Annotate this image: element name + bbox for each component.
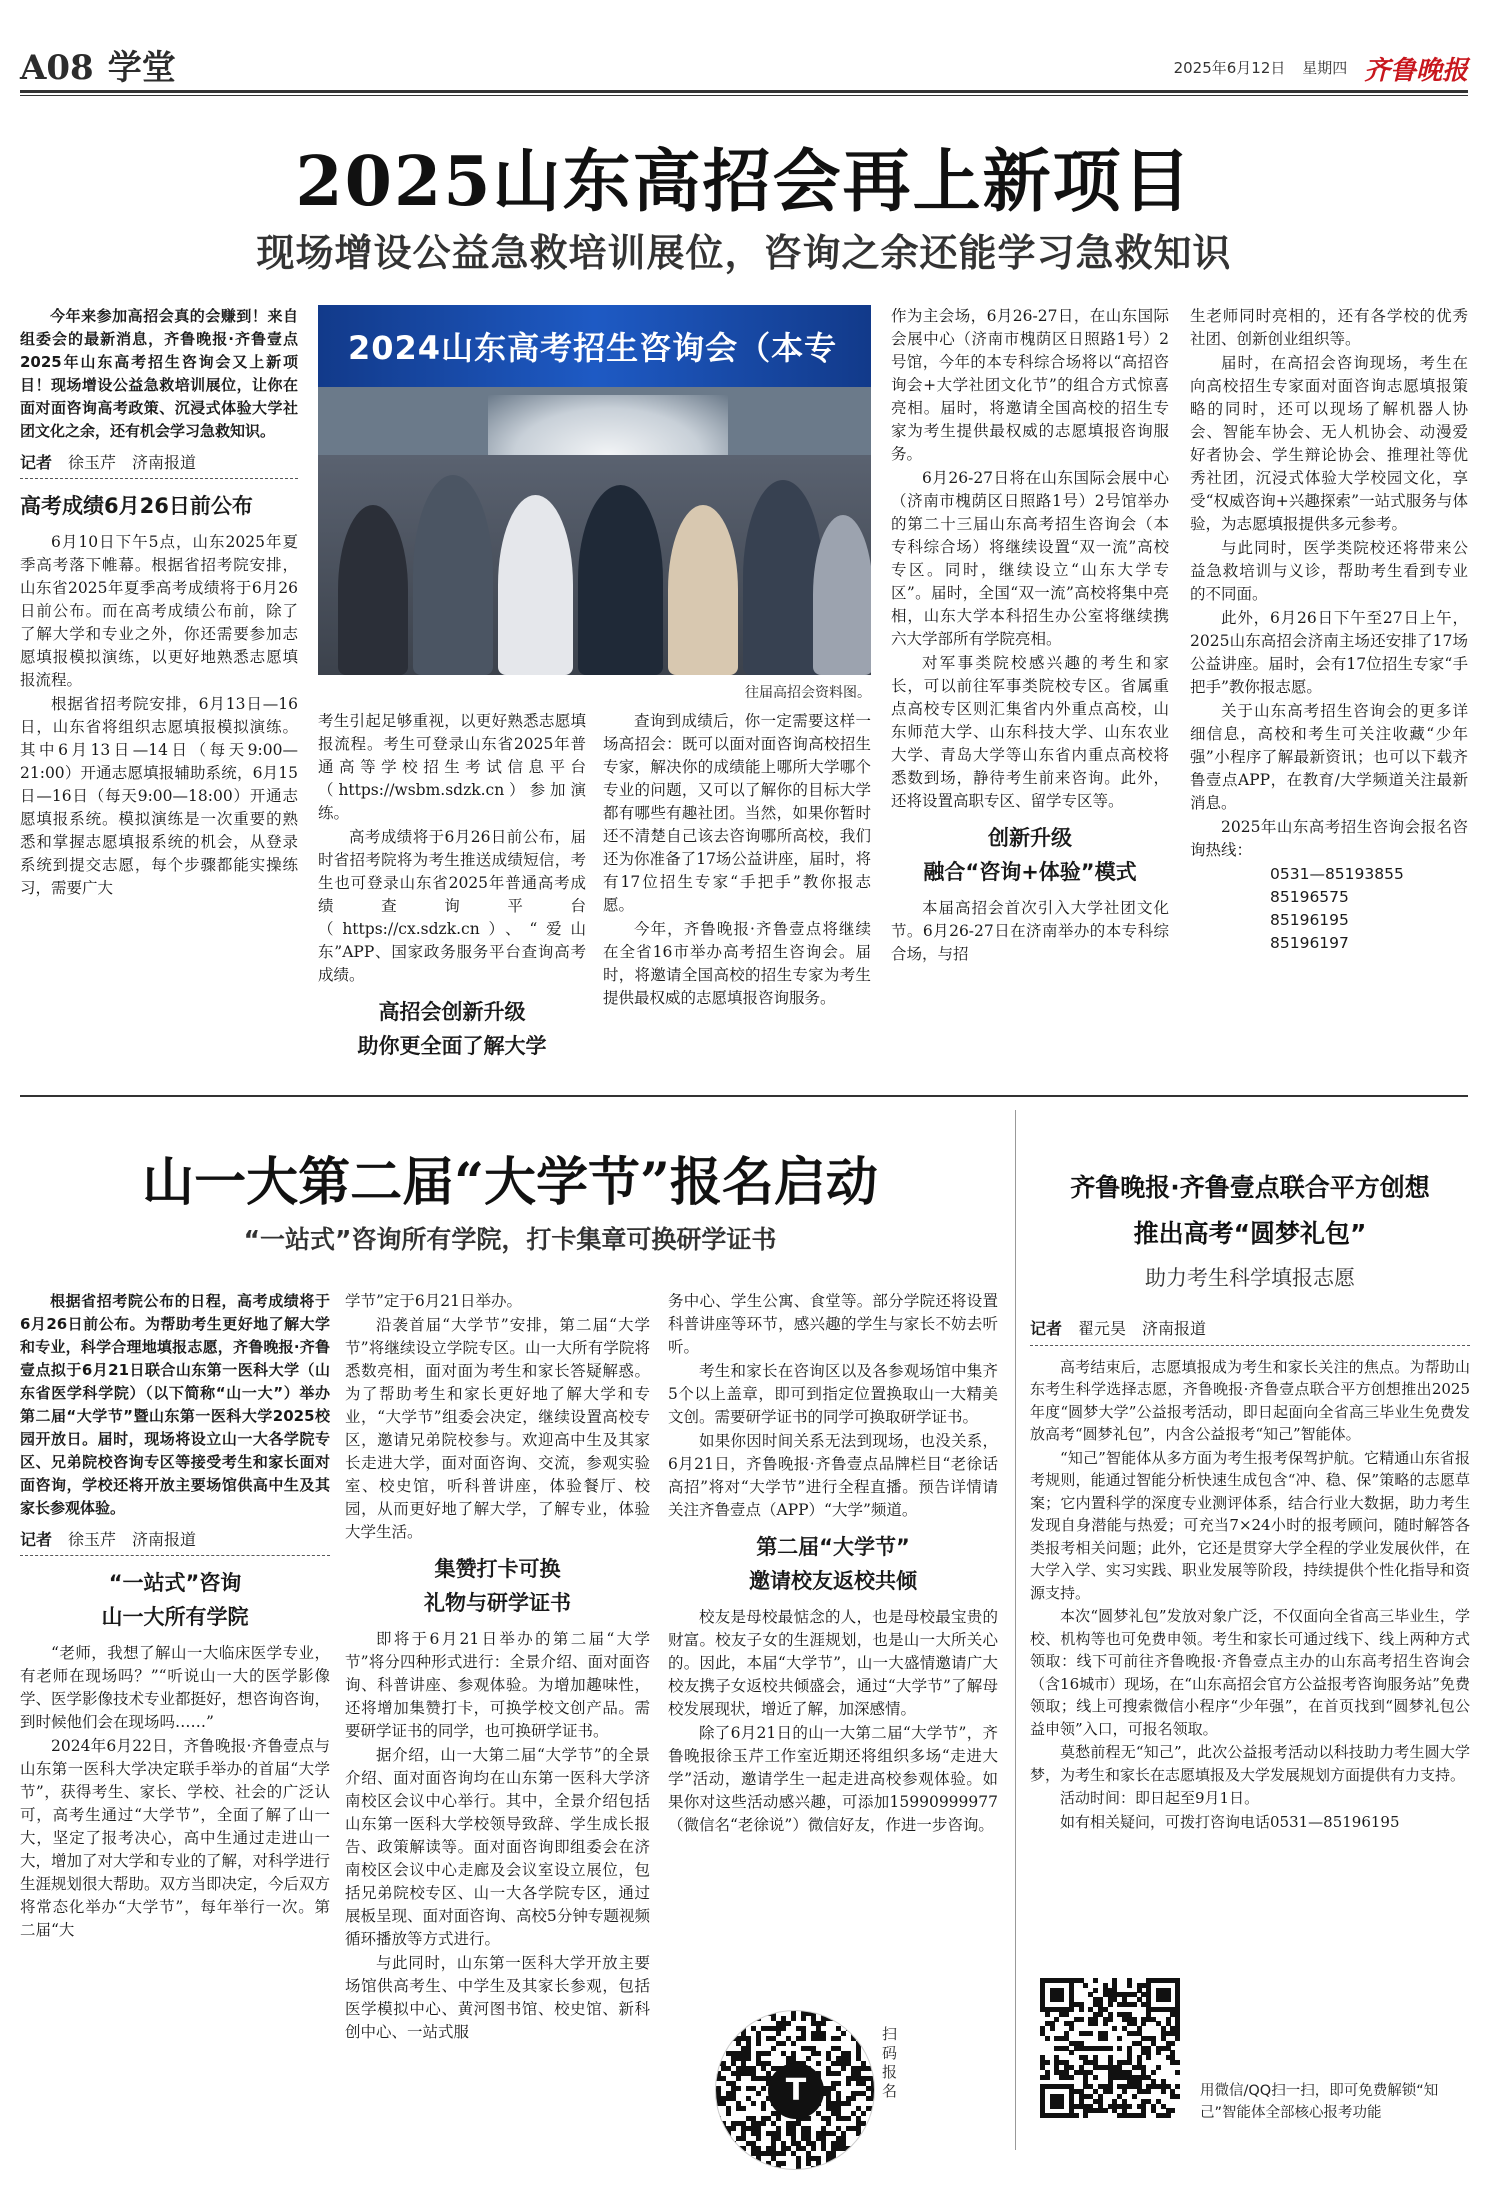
qr-module [1054,2017,1059,2022]
qr-module [1156,2065,1161,2070]
qr-module [1146,2055,1151,2060]
qr-module [1108,2017,1113,2022]
page-number: A08 [20,48,94,88]
story1-column-1 [20,305,298,1085]
qr-module [761,2086,766,2091]
hotline-number: 85196197 [1270,934,1349,952]
qr-module [816,2061,821,2066]
qr-module [1141,2021,1146,2026]
qr-module [1045,2036,1050,2041]
qr-module [781,2026,786,2031]
story3-paragraph: 莫愁前程无“知己”，此次公益报考活动以科技助力考生圆大学梦，为考生和家长在志愿填报及大学发展规划方面提供有力支持。 [1030,1743,1470,1784]
qr-module [1074,2113,1079,2118]
qr-module [841,2066,846,2071]
story1-column-2 [318,710,586,1090]
qr-module [736,2086,741,2091]
story2-paragraph: 沿袭首届“大学节”安排，第二届“大学节”将继续设立学院专区。山一大所有学院将悉数亮相，面对面为考生和家长答疑解惑。为了帮助考生和家长更好地了解大学和专业，“大学节”组委会决定，继续设置高校专区，邀请兄弟院校参与。欢迎高中生及其家长走进大学，面对面咨询、交流，参观实验室、校史馆，听科普讲座，体验餐厅、校园，从而更好地了解大学，了解专业，体验大学生活。 [345,1316,650,1541]
qr-module [871,2166,875,2170]
qr-module [871,2126,875,2131]
qr-module [1108,2046,1113,2051]
story2-paragraph: 如果你因时间关系无法到现场，也没关系，6月21日，齐鲁晚报·齐鲁壹点品牌栏目“老徐话高招”将对“大学节”进行全程直播。预告详情请关注齐鲁壹点（APP）“大学”频道。 [668,1432,998,1519]
qr-module [871,2106,875,2111]
qr-module [1103,2108,1108,2113]
qr-module [841,2166,846,2170]
qr-module [801,2016,806,2021]
signup-qr-code[interactable] [715,2010,875,2170]
qr-module [746,2011,751,2016]
qr-module [1151,2070,1156,2075]
photo-person [813,515,871,675]
qr-module [1059,2104,1064,2109]
qr-module [1083,1983,1088,1988]
qr-module [716,2151,721,2156]
qr-module [736,2076,741,2081]
qr-module [816,2161,821,2166]
qr-module [776,2166,781,2170]
qr-module [1170,2041,1175,2046]
photo-person [578,485,663,675]
qr-module [741,2146,746,2151]
story1-paragraph: 根据省招考院安排，6月13日—16日，山东省将组织志愿填报模拟演练。其中6月13日—14日（每天9:00—21:00）开通志愿填报辅助系统，6月15日—16日（每天9:00—18:00）开通志愿填报系统。模拟演练是一次重要的熟悉和掌握志愿填报系统的机会，从登录系统到提交志愿，每个步骤都能实操练习，需要广大 [20,695,298,897]
qr-module [816,2051,821,2056]
qr-module [1166,2113,1171,2118]
qr-module [751,2101,756,2106]
qr-module [1045,2012,1050,2017]
qr-module [1117,2046,1122,2051]
qr-module [761,2106,766,2111]
photo-person [498,495,573,675]
story3-body [1030,1310,1470,1960]
qr-module [776,2031,781,2036]
qr-module [1064,2012,1069,2017]
photo-person [413,475,493,675]
story1-photo [318,305,871,675]
story2-column-2 [345,1290,650,2170]
story1-paragraph: 查询到成绩后，你一定需要这样一场高招会：既可以面对面咨询高校招生专家，解决你的成绩能上哪所大学哪个专业的问题，又可以了解你的目标大学都有哪些有趣社团。当然，如果你暂时还不清楚自己该去咨询哪所高校，我们还为你准备了17场公益讲座，届时，将有17位招生专家“手把手”教你报志愿。 [603,712,871,914]
qr-module [1175,2036,1180,2041]
photo-banner-text: 2024山东高考招生咨询会（本专 [348,329,838,367]
qr-module [1175,2084,1180,2089]
qr-module [1069,2075,1074,2080]
qr-module [811,2146,816,2151]
qr-module [806,2056,811,2061]
qr-module [756,2041,761,2046]
section-divider [20,1095,1468,1097]
qr-module [1132,2094,1137,2099]
qr-module [741,2106,746,2111]
qr-module [1045,2060,1050,2065]
story1-paragraph: 生老师同时亮相的，还有各学校的优秀社团、创新创业组织等。 [1190,307,1468,348]
qr-module [846,2116,851,2121]
qr-module [1127,1983,1132,1988]
story2-subhead-stamps: 集赞打卡可换 礼物与研学证书 [424,1557,571,1615]
qr-module [746,2056,751,2061]
qr-instruction-text: 用微信/QQ扫一扫，即可免费解锁“知己”智能体全部核心报考功能 [1200,2083,1439,2121]
qr-module [771,2046,776,2051]
qr-module [761,2121,766,2126]
story1-column-5 [1190,305,1468,1090]
qr-module [756,2136,761,2141]
qr-module [861,2111,866,2116]
story1-paragraph: 6月10日下午5点，山东2025年夏季高考落下帷幕。根据省招考院安排，山东省2025年夏季高考成绩将于6月26日前公布。而在高考成绩公布前，除了了解大学和专业之外，你还需要参加志愿填报模拟演练，以更好地熟悉志愿填报流程。 [20,533,298,689]
story1-lede: 今年来参加高招会真的会赚到！来自组委会的最新消息，齐鲁晚报·齐鲁壹点2025年山东高考招生咨询会又上新项目！现场增设公益急救培训展位，让你在面对面咨询高考政策、沉浸式体验大学社团文化之余，还有机会学习急救知识。 [20,307,298,440]
story1-paragraph: 高考成绩将于6月26日前公布，届时省招考院将为考生推送成绩短信，考生也可登录山东省2025年普通高考成绩查询平台（https://cx.sdzk.cn）、“爱山东”APP、国家政务服务平台查询高考成绩。 [318,828,586,984]
photo-caption: 往届高招会资料图。 [745,685,871,701]
story3-headline: 齐鲁晚报·齐鲁壹点联合平方创想 推出高考“圆梦礼包” [1070,1173,1430,1248]
qr-module [756,2016,761,2021]
qr-module [871,2026,875,2031]
qr-module [1122,2089,1127,2094]
qr-module [851,2096,856,2101]
story2-paragraph: “老师，我想了解山一大临床医学专业，有老师在现场吗？”“听说山一大的医学影像学、医学影像技术专业都挺好，想咨询咨询，到时候他们会在现场吗……” [20,1644,330,1731]
qr-module [841,2031,846,2036]
story1-paragraph: 此外，6月26日下午至27日上午，2025山东高招会济南主场还安排了17场公益讲座。届时，会有17位招生专家“手把手”教你报志愿。 [1190,609,1468,696]
story1-subhead-upgrade: 高招会创新升级 助你更全面了解大学 [357,1000,547,1058]
qr-module [796,2166,801,2170]
qr-module [821,2021,826,2026]
story3-paragraph: 本次“圆梦礼包”发放对象广泛，不仅面向全省高三毕业生，学校、机构等也可免费申领。考生和家长可通过线下、线上两种方式领取：线下可前往齐鲁晚报·齐鲁壹点主办的山东高考招生咨询会（含16城市）现场，在“山东高招会官方公益报考咨询服务站”免费领取；线上可搜索微信小程序“少年强”，在首页找到“圆梦礼包公益申领”入口，可报名领取。 [1030,1607,1470,1738]
issue-date: 2025年6月12日 [1173,59,1286,77]
signup-qr-logo-icon: T [768,2063,824,2119]
story1-paragraph: 作为主会场，6月26-27日，在山东国际会展中心（济南市槐荫区日照路1号）2号馆，今年的本专科综合场将以“高招咨询会+大学社团文化节”的组合方式惊喜亮相。届时，将邀请全国高校的招生专家为考生提供最权威的志愿填报咨询服务。 [891,307,1169,463]
qr-module [1170,2108,1175,2113]
qr-module [871,2096,875,2101]
qr-module [726,2111,731,2116]
story2-paragraph: 即将于6月21日举办的第二届“大学节”将分四种形式进行：全景介绍、面对面咨询、科普讲座、参观体验。为增加趣味性，还将增加集赞打卡，可换学校文创产品。需要研学证书的同学，也可换研学证书。 [345,1630,650,1740]
qr-module [801,2036,806,2041]
story2-subhead-alumni: 第二届“大学节” 邀请校友返校共倾 [749,1535,917,1593]
story1-subheadline: 现场增设公益急救培训展位，咨询之余还能学习急救知识 [256,231,1232,275]
qr-module [776,2116,781,2121]
hotline-number: 0531—85193855 [1270,865,1404,883]
qr-module [1166,1997,1171,2002]
qr-module [791,2041,796,2046]
masthead-rule-thin [20,95,1468,96]
story2-paragraph: 学节”定于6月21日举办。 [345,1292,523,1310]
story2-lede: 根据省招考院公布的日程，高考成绩将于6月26日前公布。为帮助考生更好地了解大学和专业，科学合理地填报志愿，齐鲁晚报·齐鲁壹点拟于6月21日联合山东第一医科大学（山东省医学科学院）（以下简称“山一大”）举办第二届“大学节”暨山东第一医科大学2025校园开放日。届时，现场将设立山一大各学院专区、兄弟院校咨询专区等接受考生和家长面对面咨询，学校还将开放主要场馆供高中生及其家长参观体验。 [20,1292,330,1517]
gift-pack-qr-code[interactable] [1040,1978,1180,2118]
qr-module [1132,2002,1137,2007]
qr-module [861,2031,866,2036]
qr-module [716,2166,721,2170]
qr-module [1050,2026,1055,2031]
qr-module [1079,2007,1084,2012]
qr-module [1175,2060,1180,2065]
story1-paragraph: 6月26-27日将在山东国际会展中心（济南市槐荫区日照路1号）2号馆举办的第二十三届山东高考招生咨询会（本专科综合场）将继续设置“双一流”高校专区。同时，继续设立“山东大学专区”。届时，全国“双一流”高校将集中亮相，山东大学本科招生办公室将继续携六大学部所有学院亮相。 [891,469,1169,648]
qr-module [741,2166,746,2170]
qr-module [1103,2036,1108,2041]
qr-module [781,2041,786,2046]
issue-weekday: 星期四 [1302,59,1348,77]
qr-module [836,2071,841,2076]
qr-module [1117,2036,1122,2041]
story2-byline: 记者 徐玉芹 济南报道 [20,1528,330,1556]
qr-module [821,2036,826,2041]
qr-module [1088,2031,1093,2036]
column-divider [1015,1110,1016,2150]
qr-module [826,2161,831,2166]
story1-column-4 [891,305,1169,1090]
story2-subheadline: “一站式”咨询所有学院，打卡集章可换研学证书 [243,1225,777,1254]
qr-module [786,2021,791,2026]
activity-time: 活动时间：即日起至9月1日。 [1060,1789,1260,1807]
qr-module [1103,2021,1108,2026]
story1-headline: 2025山东高招会再上新项目 [295,142,1193,222]
story1-paragraph: 考生引起足够重视，以更好熟悉志愿填报流程。考生可登录山东省2025年普通高等学校招生考试信息平台（https://wsbm.sdzk.cn）参加演练。 [318,712,586,822]
story2-paragraph: 2024年6月22日，齐鲁晚报·齐鲁壹点与山东第一医科大学决定联手举办的首届“大学节”，获得考生、家长、学校、社会的广泛认可，高考生通过“大学节”，全面了解了山一大，坚定了报考决心，高中生通过走进山一大，增加了对大学和专业的了解，对科学进行生涯规划很大帮助。双方当即决定，今后双方将常态化举办“大学节”，每年举行一次。第二届“大 [20,1737,330,1939]
qr-module [836,2081,841,2086]
contact-phone: 如有相关疑问，可拨打咨询电话0531—85196195 [1060,1812,1400,1831]
qr-module [826,2121,831,2126]
qr-module [1093,1988,1098,1993]
qr-module [791,2016,796,2021]
story3-paragraph: “知己”智能体从多方面为考生报考保驾护航。它精通山东省报考规则，能通过智能分析快速生成包含“冲、稳、保”策略的志愿草案；它内置科学的深度专业测评体系，结合行业大数据，助力考生发现自身潜能与热爱；可充当7×24小时的报考顾问，随时解答各类报考相关问题；此外，它还是贯穿大学全程的学业发展伙伴，在大学入学、实习实践、职业发展等阶段，持续提供个性化指导和资源支持。 [1030,1448,1470,1602]
qr-module [766,2051,771,2056]
story2-paragraph: 考生和家长在咨询区以及各参观场馆中集齐5个以上盖章，即可到指定位置换取山一大精美文创。需要研学证书的同学可换取研学证书。 [668,1362,998,1426]
story1-paragraph: 对军事类院校感兴趣的考生和家长，可以前往军事类院校专区。省属重点高校专区则汇集省内外重点高校，山东师范大学、山东科技大学、山东农业大学、青岛大学等山东省内重点高校将悉数到场，静待考生前来咨询。此外，还将设置高职专区、留学专区等。 [891,654,1169,810]
story2-subhead-consult: “一站式”咨询 山一大所有学院 [101,1571,249,1629]
hotline-numbers [1190,863,1468,955]
qr-module [871,2066,875,2071]
qr-module [1079,2017,1084,2022]
qr-module [1093,1978,1098,1983]
qr-module [1069,2007,1074,2012]
qr-module [861,2121,866,2126]
qr-module [781,2151,786,2156]
story2-column-3 [668,1290,998,2010]
story1-subhead-innovation: 创新升级 融合“咨询+体验”模式 [923,826,1137,884]
qr-module [731,2126,736,2131]
qr-module [856,2166,861,2170]
qr-module [1059,1997,1064,2002]
story2-paragraph: 除了6月21日的山一大第二届“大学节”，齐鲁晚报徐玉芹工作室近期还将组织多场“走进大学”活动，邀请学生一起走进高校参观体验。如果你对这些活动感兴趣，可添加15990999977（微信名“老徐说”）微信好友，作进一步咨询。 [668,1724,998,1834]
qr-module [846,2101,851,2106]
qr-module [721,2041,726,2046]
qr-module [871,2116,875,2121]
story1-byline: 记者 徐玉芹 济南报道 [20,451,298,479]
qr-module [1175,2070,1180,2075]
story2-column-1 [20,1290,330,2170]
story2-paragraph: 据介绍，山一大第二届“大学节”的全景介绍、面对面咨询均在山东第一医科大学济南校区会议中心举行。其中，全景介绍包括山东第一医科大学校领导致辞、学生成长报告、政策解读等。面对面咨询即组委会在济南校区会议中心走廊及会议室设立展位，包括兄弟院校专区、山一大各学院专区，通过展板呈现、面对面咨询、高校5分钟专题视频循环播放等方式进行。 [345,1746,650,1948]
qr-module [871,2056,875,2061]
masthead-info [1162,50,1468,87]
story2-paragraph: 与此同时，山东第一医科大学开放主要场馆供高考生、中学生及其家长参观，包括医学模拟中心、黄河图书馆、校史馆、新科创中心、一站式服 [345,1954,650,2041]
story1-paragraph: 届时，在高招会咨询现场，考生在向高校招生专家面对面咨询志愿填报策略的同时，还可以现场了解机器人协会、智能车协会、无人机协会、动漫爱好者协会、学生辩论协会、推理社等优秀社团，沉浸式体验大学校园文化，享受“权威咨询+兴趣探索”一站式服务与体验，为志愿填报提供多元参考。 [1190,354,1468,533]
photo-person [668,505,738,675]
qr-module [1069,2026,1074,2031]
story1-paragraph: 2025年山东高考招生咨询会报名咨询热线： [1190,818,1468,859]
story3-subheadline: 助力考生科学填报志愿 [1145,1266,1355,1290]
qr-module [1108,2002,1113,2007]
qr-module [751,2166,756,2170]
qr-module [756,2091,761,2096]
qr-module [1161,2089,1166,2094]
qr-module [1146,2089,1151,2094]
qr-module [1083,2113,1088,2118]
story2-paragraph: 校友是母校最惦念的人，也是母校最宝贵的财富。校友子女的生涯规划，也是山一大所关心的。因此，本届“大学节”，山一大盛情邀请广大校友携子女返校共倾盛会，通过“大学节”了解母校发展现状，增近了解，加深感情。 [668,1608,998,1718]
qr-module [811,2166,816,2170]
newspaper-brand-logo: 齐鲁晚报 [1363,56,1468,86]
story1-paragraph: 今年，齐鲁晚报·齐鲁壹点将继续在全省16市举办高考招生咨询会。届时，将邀请全国高校的招生专家为考生提供最权威的志愿填报咨询服务。 [603,920,871,1007]
masthead-rule [20,90,1468,93]
qr-module [756,2161,761,2166]
story2-paragraph: 务中心、学生公寓、食堂等。部分学院还将设置科普讲座等环节，感兴趣的学生与家长不妨去听听。 [668,1292,998,1356]
story1-paragraph: 本届高招会首次引入大学社团文化节。6月26-27日在济南举办的本专科综合场，与招 [891,899,1169,963]
scan-to-register-label: 扫码报名 [882,2025,898,2100]
story3-paragraph: 高考结束后，志愿填报成为考生和家长关注的焦点。为帮助山东考生科学选择志愿，齐鲁晚报·齐鲁壹点联合平方创想推出2025年度“圆梦大学”公益报考活动，即日起面向全省高三毕业生免费发放高考“圆梦礼包”，内含公益报考“知己”智能体。 [1030,1357,1470,1443]
qr-module [836,2036,841,2041]
story3-byline: 记者 翟元昊 济南报道 [1030,1318,1470,1346]
photo-person [743,480,823,675]
qr-module [1141,2113,1146,2118]
story1-paragraph: 关于山东高考招生咨询会的更多详细信息，高校和考生可关注收藏“少年强”小程序了解最新资讯；也可以下载齐鲁壹点APP，在教育/大学频道关注最新消息。 [1190,702,1468,812]
story1-subhead-scores: 高考成绩6月26日前公布 [20,494,253,518]
qr-module [831,2016,836,2021]
qr-module [1093,2075,1098,2080]
photo-person [338,505,408,675]
qr-module [1093,2021,1098,2026]
story2-headline: 山一大第二届“大学节”报名启动 [142,1152,878,1213]
qr-module [781,2161,786,2166]
hotline-number: 85196575 [1270,888,1349,906]
qr-module [1175,2094,1180,2099]
qr-module [1069,2050,1074,2055]
story1-paragraph: 与此同时，医学类院校还将带来公益急救培训与义诊，帮助考生看到专业的不同面。 [1190,539,1468,603]
section-name: 学堂 [107,48,176,88]
qr-module [1156,2050,1161,2055]
story1-column-3 [603,710,871,1090]
page-section-label [20,40,176,89]
qr-module [1108,2089,1113,2094]
qr-module [846,2081,851,2086]
qr-module [1112,2026,1117,2031]
qr-module [1045,2075,1050,2080]
hotline-number: 85196195 [1270,911,1349,929]
qr-module [1127,2104,1132,2109]
